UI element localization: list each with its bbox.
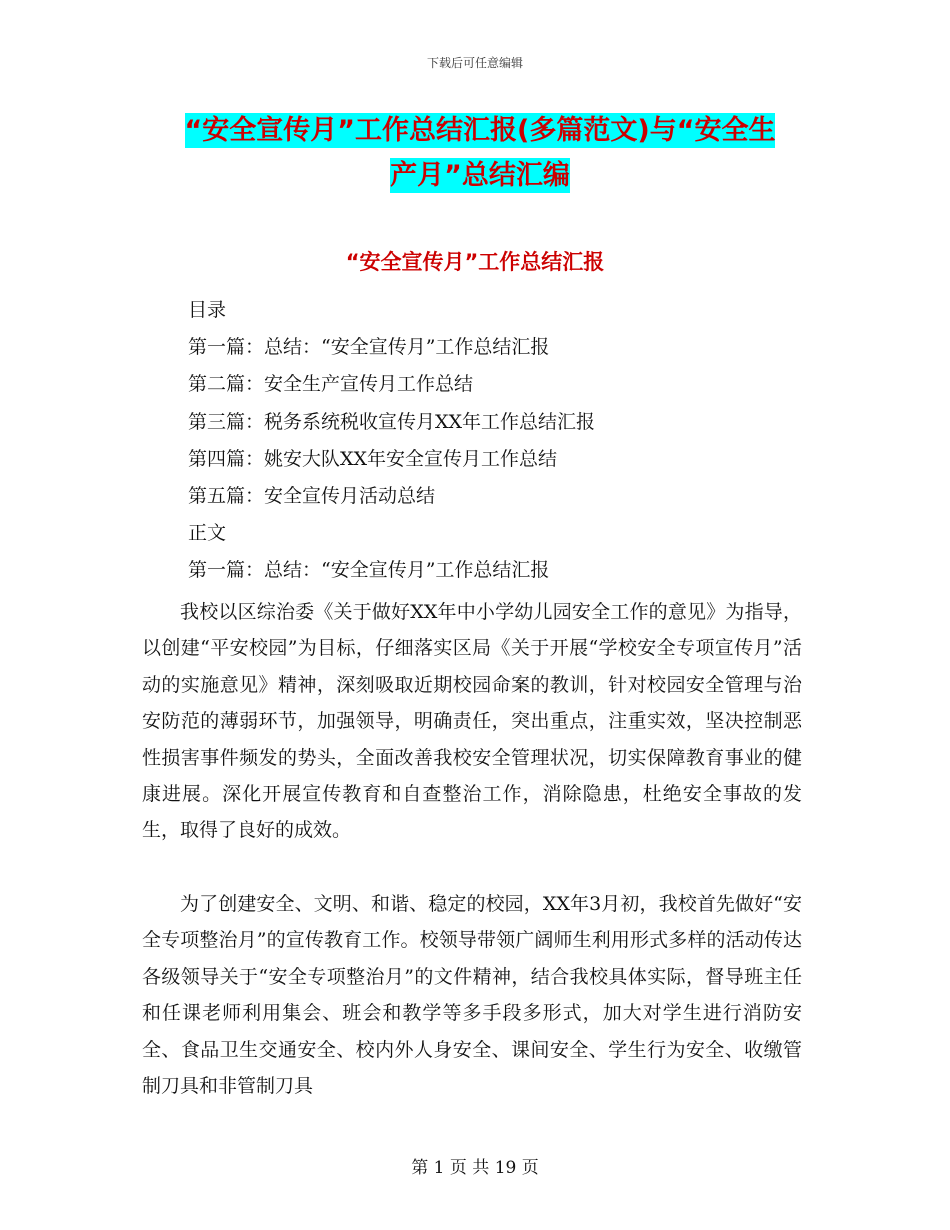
page-header-note: 下载后可任意编辑 — [426, 56, 523, 70]
document-title-line1: “安全宣传月”工作总结汇报(多篇范文)与“安全生 — [184, 115, 776, 146]
toc-item: 第一篇：总结：“安全宣传月”工作总结汇报 — [188, 336, 550, 359]
body-label: 正文 — [188, 522, 227, 545]
toc-item: 第四篇：姚安大队XX年安全宣传月工作总结 — [188, 447, 558, 470]
body-paragraph: 我校以区综治委《关于做好XX年中小学幼儿园安全工作的意见》为指导，以创建“平安校园”为目标，仔细落实区局《关于开展“学校安全专项宣传月”活动的实施意见》精神，深刻吸取近期校园命案的教训，针对校园安全管理与治安防范的薄弱环节，加强领导，明确责任，突出重点，注重实效，坚决控制恶性损害事件频发的势头，全面改善我校安全管理状况，切实保障教育事业的健康进展。深化开展宣传教育和自查整治工作，消除隐患，杜绝安全事故的发生，取得了良好的成效。 — [142, 601, 802, 842]
document-title — [150, 108, 810, 198]
document-title-line2: 产月”总结汇编 — [390, 160, 570, 191]
table-of-contents — [188, 292, 828, 590]
body-paragraph-1-block — [142, 594, 802, 849]
toc-heading: 目录 — [188, 299, 227, 321]
body-paragraph-2-block — [142, 886, 802, 1104]
toc-item: 第三篇：税务系统税收宣传月XX年工作总结汇报 — [188, 410, 596, 433]
toc-item: 第二篇：安全生产宣传月工作总结 — [188, 373, 474, 396]
toc-item: 第五篇：安全宣传月活动总结 — [188, 485, 436, 508]
section-title: “安全宣传月”工作总结汇报 — [345, 250, 605, 274]
chapter-heading: 第一篇：总结：“安全宣传月”工作总结汇报 — [188, 559, 550, 582]
page-footer: 第 1 页 共 19 页 — [411, 1158, 539, 1178]
body-paragraph: 为了创建安全、文明、和谐、稳定的校园，XX年3月初，我校首先做好“安全专项整治月”的宣传教育工作。校领导带领广阔师生利用形式多样的活动传达各级领导关于“安全专项整治月”的文件精神，结合我校具体实际，督导班主任和任课老师利用集会、班会和教学等多手段多形式，加大对学生进行消防安全、食品卫生交通安全、校内外人身安全、课间安全、学生行为安全、收缴管制刀具和非管制刀具 — [142, 893, 802, 1098]
